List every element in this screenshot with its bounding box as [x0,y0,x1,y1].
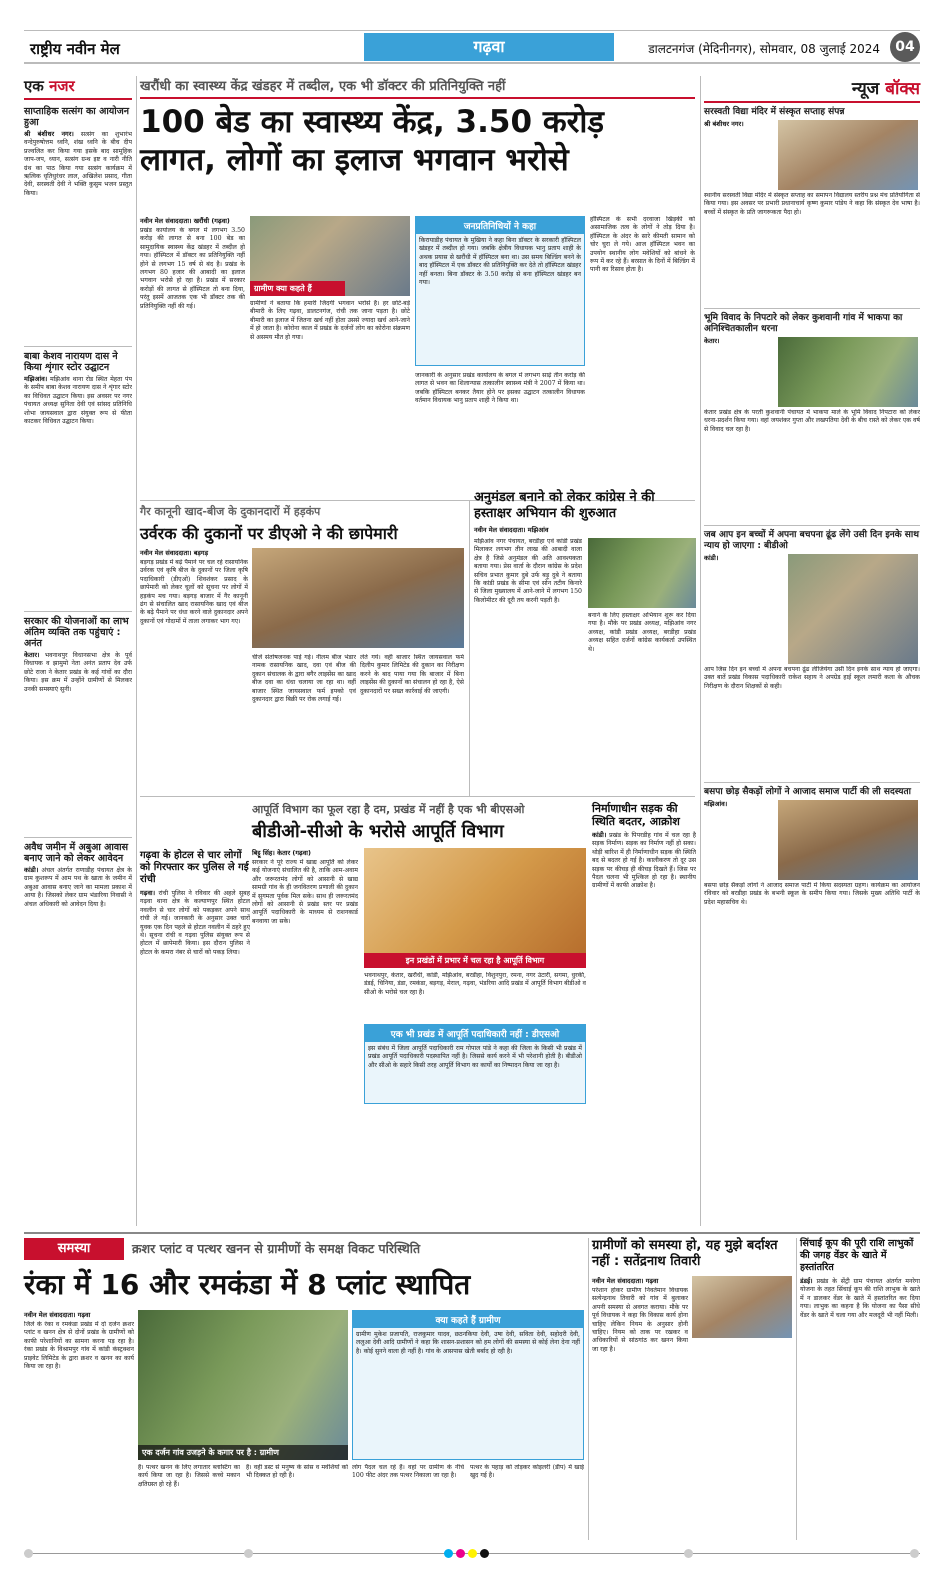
supply-headline: बीडीओ-सीओ के भरोसे आपूर्ति विभाग [252,821,504,842]
raid-photo [252,548,464,648]
hotel-arrest-headline: गढ़वा के होटल से चार लोगों को गिरफ्तार कर पुलिस ले गई रांची [140,850,249,885]
villagers-quote-text: ग्रामीण मुकेश प्रजापति, राजकुमार यादव, छठनकिया देवी, उषा देवी, सविता देवी, सहोदरी देवी, ललुआ देवी आदि ग्रामीणों ने कहा कि शासन-प्रशासन को हम लोगों की समस्या से कोई लेना देना नहीं है। कोई सुनने वाला ही नहीं है। गांव के आसपास खेती बर्बाद हो रही है। [356,1331,580,1355]
issue-date: डालटनगंज (मेदिनीनगर), सोमवार, 08 जुलाई 2024 [648,42,880,56]
registration-dot [468,1549,477,1558]
right-item-body: आप जिस दिन इन बच्चों में अपना बचपना ढूंढ लीजियेगा उसी दिन इनके साथ न्याय हो जाएगा। उक्त बातें प्रखंड विकास पदाधिकारी राकेश सहाय ने अपग्रेड हाई स्कूल लमारी कला के औचक निरीक्षण के दौरान शिक्षकों से कही। [704,666,920,690]
road-story [592,802,696,1232]
party-photo [778,800,918,880]
right-item-head: बसपा छोड़ सैकड़ों लोगों ने आजाद समाज पार्टी की ली सदस्यता [704,787,911,797]
congress-story: अनुमंडल बनाने को लेकर कांग्रेस ने की हस्ताक्षर अभियान की शुरुआत नवीन मेल संवाददाता। मझिआंव मझिआंव नगर पंचायत, बरडीहा एवं कांडी प्रखंड मिलाकर लगभग तीन लाख की आबादी वाला क्षेत्र है जिसे अनुमंडल की अति आवश्यकता बताया गया। प्रेस वार्ता के दौरान कांग्रेस के प्रदेश सचिव प्रभात कुमार दुबे उर्फ बड़ू दुबे ने बताया कि कांडी प्रखंड के सीमा एवं सोन तटीय किनारे से जिला मुख्यालय में आने-जाने में लगभग 150 किलोमीटर की दूरी तय करनी पड़ती है। बनाने के लिए हस्ताक्षर अभियान शुरू कर दिया गया है। मौके पर प्रखंड अध्यक्ष, मझिआंव नगर अध्यक्ष, कांडी प्रखंड अध्यक्ष, बरडीहा प्रखंड अध्यक्ष सहित दर्जनों कांग्रेस कार्यकर्ता उपस्थित थे। [474,490,696,790]
right-item: बसपा छोड़ सैकड़ों लोगों ने आजाद समाज पार्टी की ली सदस्यता मझिआंव। बसपा छोड़ सैकड़ों लोगों ने आजाद समाज पार्टी में किया सदस्यता ग्रहण। कार्यक्रम का आयोजन रविवार को बरडीहा प्रखंड के बभनी स्कूल के समीप किया गया। जिसके मुख्य अतिथि पार्टी के प्रदेश महासचिव थे। [704,782,920,942]
photo-caption: ग्रामीण क्या कहते हैं [250,281,345,296]
left-title-b: नजर [49,77,75,95]
left-item-body: श्री बंशीधर नगर। सत्संग का शुभारंभ वन्देपुरुषोत्तम ध्वनि, शंख ध्वनि के बीच दीप प्रज्वलित कर किया गया इसके बाद सामूहिक जाप-जप, ध्यान, सत्संग ग्रन्थ इष्ट व नारी नीति ग्रंथ का पाठ किया गया सत्संग कार्यक्रम में ऋत्विक धृतिधुरंधर लाल, अखिलेश प्रसाद, गीता देवी, सरस्वती देवी ने भक्ति कुसुम भजन प्रस्तुत किया। [24,130,132,197]
quote-box-head: जनप्रतिनिधियों ने कहा [416,217,584,234]
congress-col1: मझिआंव नगर पंचायत, बरडीहा एवं कांडी प्रखंड मिलाकर लगभग तीन लाख की आबादी वाला क्षेत्र है जिसे अनुमंडल की अति आवश्यकता बताया गया। प्रेस वार्ता के दौरान कांग्रेस के प्रदेश सचिव प्रभात कुमार दुबे उर्फ बड़ू दुबे ने बताया कि कांडी प्रखंड के सीमा एवं सोन तटीय किनारे से जिला मुख्यालय में आने-जाने में लगभग 150 किलोमीटर की दूरी तय करनी पड़ती है। [474,538,582,604]
quarry-photo [138,1310,348,1460]
registration-dot [456,1549,465,1558]
registration-dot [244,1549,253,1558]
tiwari-body: परेशान होकर ग्रामीण निवर्तमान विधायक सत्येन्द्रनाथ तिवारी को गांव में बुलाकर अपनी समस्या से अवगत कराया। मौके पर पूर्व विधायक ने कहा कि विकास कार्य होना चाहिए लेकिन नियम के अनुसार होनी चाहिए। नियम को ताक पर रखकर व अधिकारियों से सांठगांठ कर खनन किया जा रहा है। [592,1287,688,1353]
hospital-photo [250,216,410,296]
top-story-kicker: खरौंधी का स्वास्थ्य केंद्र खंडहर में तब्दील, एक भी डॉक्टर की प्रतिनियुक्ति नहीं [140,79,506,94]
bottom-col1: जिले के रंका व रमकंडा प्रखंड में दो दर्जन क्रशर प्लांट व खनन क्षेत्र से दोनों प्रखंड के ग्रामीणों को काफी परेशानियों का सामना करना पड़ रहा है। रंका प्रखंड के विश्रामपुर गांव में कांडी कंस्ट्रक्शन प्राइवेट लिमिटेड के द्वारा क्रशर व खनन का कार्य किया जा रहा है। [24,1321,134,1371]
top-story [140,76,695,496]
school-photo [778,120,918,190]
congress-col2: बनाने के लिए हस्ताक्षर अभियान शुरू कर दिया गया है। मौके पर प्रखंड अध्यक्ष, मझिआंव नगर अध्यक्ष, कांडी प्रखंड अध्यक्ष, बरडीहा प्रखंड अध्यक्ष सहित दर्जनों कांग्रेस कार्यकर्ता उपस्थित थे। [588,612,696,653]
top-story-headline-1: 100 बेड का स्वास्थ्य केंद्र, 3.50 करोड़ [140,104,604,140]
bottom-col5: पत्थर के पहाड़ को तोड़कर कोइलरी (डीप) में खाई खुद गई है। [470,1464,584,1480]
tiwari-headline: ग्रामीणों को समस्या हो, यह मुझे बर्दाश्त नहीं : सतेंद्रनाथ तिवारी [592,1238,778,1269]
newspaper-logo: राष्ट्रीय नवीन मेल [30,40,120,58]
registration-dot [444,1549,453,1558]
left-item-head: बाबा केशव नारायण दास ने किया शृंगार स्टोर उद्घाटन [24,351,118,373]
bottom-kicker-row [24,1238,584,1268]
fertilizer-story: गैर कानूनी खाद-बीज के दुकानदारों में हड़कंप उर्वरक की दुकानों पर डीएओ ने की छापेमारी नवीन मेल संवाददाता। बड़गड़ बड़गड़ प्रखंड में बढ़े पैमाने पर चल रहे रासायनिक उर्वरक एवं कृषि बीज के दुकानों पर जिला कृषि पदाधिकारी (डीएओ) शिवशंकर प्रसाद के छापेमारी को लेकर चूलों को सूचना पर लोगों में हड़कंप मच गया। बड़गड़ बाजार में गैर कानूनी ढंग से संचालित खाद रासायनिक खाद एवं बीज के बढ़े पैमाने पर धंधा करने वाले दुकानदार अपने दुकानों एवं गोदामों में ताला लगाकर भाग गए। चीजें संतोषजनक पाई गई। नीलम बीज भंडार नामक रासायनिक खाद, दवा एवं बीज की दुकान संचालक के द्वारा बगैर लाइसेंस का खाद बीज दवा का धंधा चलाया जा रहा था। वहीं बाजार स्थित जायसवाल फर्म इफ्को एवं दुकानदार द्वारा बिक्री पर रोक लगाई गई। लेते गये। वहीं बाजार स्थित जायसवाल फर्म दिलीप कुमार लिमिटेड की दुकान का निरीक्षण करने के बाद पाया गया कि बाजार में बिना लाइसेंस की दुकानों का संचालन हो रहा है, ऐसे दुकानदारों पर सख्त कार्रवाई की जाएगी। [140,504,465,794]
hotel-arrest-body: गढ़वा। रांची पुलिस ने रविवार की अहले सुबह गढ़वा थाना क्षेत्र के कल्याणपुर स्थित होटल नवलीन से चार लोगों को पकड़कर अपने साथ रांची ले गई। जानकारी के अनुसार उक्त चारों युवक एक दिन पहले से होटल नवलीन में ठहरे हुए थे। सूचना रांची व गढ़वा पुलिस संयुक्त रूप से होटल में छापेमारी किया। इस दौरान पुलिस ने होटल के कमरा नंबर से चारों को पकड़ लिया। [140,889,250,956]
road-body: कांडी। प्रखंड के पिपरडीह गांव में चल रहा है सड़क निर्माण। सड़क का निर्माण नहीं हो सका। थोड़ी बारिश में ही निर्माणाधीन सड़क की स्थिति बद से बदतर हो गई है। कालीकरण तो दूर उस सड़क पर कीचड़ ही कीचड़ दिखते हैं। जिस पर पैदल चलना भी मुश्किल हो रहा है। स्थानीय ग्रामीणों में काफी आक्रोश है। [592,831,696,890]
supply-story: आपूर्ति विभाग का फूल रहा है दम, प्रखंड में नहीं है एक भी बीएसओ बीडीओ-सीओ के भरोसे आपूर्ति विभाग बिट्टू सिंह। केतार (गढ़वा) सरकार ने पूरे राज्य में खाद्य आपूर्ति को लेकर कई योजनाएं संचालित की है, ताकि आम-अवाम और जरूरतमंद लोगों को आसानी से खाद्य सामग्री गांव के ही जनवितरण प्रणाली की दुकान में सुगमता पूर्वक मिल सके। साथ ही जरूरतमंद लोगों को आसानी से प्रखंड स्तर पर प्रखंड आपूर्ति पदाधिकारी के माध्यम से राशनकार्ड बनवाया जा सके। इन प्रखंडों में प्रभार में चल रहा है आपूर्ति विभाग भवनाथपुर, केतार, खरौंधी, कांडी, मझिआंव, बरडीहा, विशुनपुरा, रमना, नगर उंटारी, सगमा, धुरकी, डंडई, चिनिया, डंडा, रमकंडा, बड़गड़, मेराल, गढ़वा, भंडरिया आदि प्रखंड में आपूर्ति विभाग बीडीओ व सीओ के भरोसे चल रहा है। एक भी प्रखंड में आपूर्ति पदाधिकारी नहीं : डीएसओ इस संबंध में जिला आपूर्ति पदाधिकारी राम गोपाल पांडे ने कहा की जिला के किसी भी प्रखंड में प्रखंड आपूर्ति पदाधिकारी पदस्थापित नहीं है। जिससे कार्य करने में भी परेशानी होती है। बीडीओ और सीओ के सहारे किसी तरह आपूर्ति विभाग का कार्यों का निष्पादन किया जा रहा है। [252,802,587,1232]
top-story-col3: जानकारी के अनुसार प्रखंड कार्यालय के बगल में लगभग साढ़े तीन करोड़ की लागत से भवन का शिलान्यास तत्कालीन स्वास्थ्य मंत्री ने 2007 में किया था। जबकि हॉस्पिटल बनकर तैयार होने पर इसका उद्घाटन तत्कालीन विधायक वर्तमान विधायक भानु प्रताप शाही ने किया था। [415,372,585,405]
fertilizer-headline: उर्वरक की दुकानों पर डीएओ ने की छापेमारी [140,524,398,543]
top-story-col2: ग्रामीणों ने बताया कि हमारी जिंदगी भगवान भरोसे है। हर छोटे-बड़े बीमारी के लिए गढ़वा, डालटनगंज, रांची तक जाना पड़ता है। छोटे बीमारी का इलाज में जितना खर्च नहीं होता उससे ज्यादा खर्च आने-जाने में हो जाता है। कोरोना काल में प्रखंड के दर्जनों लोग का कोरोना संक्रमण से असमय मौत हो गया। [250,300,410,341]
section-title: गढ़वा [364,33,614,61]
bottom-kicker: क्रशर प्लांट व पत्थर खनन से ग्रामीणों के समक्ष विकट परिस्थिति [132,1241,421,1256]
left-item [24,611,132,831]
page-number: 04 [890,32,920,62]
registration-dot [910,1549,919,1558]
supply-col1: सरकार ने पूरे राज्य में खाद्य आपूर्ति को लेकर कई योजनाएं संचालित की है, ताकि आम-अवाम और जरूरतमंद लोगों को आसानी से खाद्य सामग्री गांव के ही जनवितरण प्रणाली की दुकान में सुगमता पूर्वक मिल सके। साथ ही जरूरतमंद लोगों को आसानी से प्रखंड स्तर पर प्रखंड आपूर्ति पदाधिकारी के माध्यम से राशनकार्ड बनवाया जा सके। [252,859,358,925]
tiwari-photo [692,1276,792,1338]
right-item-head: जब आप इन बच्चों में अपना बचपना ढूंढ लेंगे उसी दिन इनके साथ न्याय हो जाएगा : बीडीओ [704,530,919,551]
right-item-body: स्थानीय सरस्वती विद्या मंदिर में संस्कृत सप्ताह का समापन विद्यालय स्तरीय प्रश्न मंच प्रतियोगिता से किया गया। इस अवसर पर प्रभारी प्रधानाचार्य कृष्ण कुमार पांडेय ने कहा कि संस्कृत देव भाषा है। बच्चों में संस्कृत के प्रति जागरूकता पैदा हो। [704,192,920,216]
irrigation-headline: सिंचाई कूप की पूरी राशि लाभुकों की जगह वेंडर के खाते में हस्तांतरित [800,1238,914,1273]
left-column [24,76,132,1216]
registration-dot [684,1549,693,1558]
road-headline: निर्माणाधीन सड़क की स्थिति बदतर, आक्रोश [592,802,680,828]
villagers-quote-box [352,1310,584,1460]
fertilizer-kicker: गैर कानूनी खाद-बीज के दुकानदारों में हड़कंप [140,505,321,518]
dso-box-text: इस संबंध में जिला आपूर्ति पदाधिकारी राम गोपाल पांडे ने कहा की जिला के किसी भी प्रखंड में प्रखंड आपूर्ति पदाधिकारी पदस्थापित नहीं है। जिससे कार्य करने में भी परेशानी होती है। बीडीओ और सीओ के सहारे किसी तरह आपूर्ति विभाग का कार्यों का निष्पादन किया जा रहा है। [368,1045,582,1069]
congress-headline: अनुमंडल बनाने को लेकर कांग्रेस ने की हस्ताक्षर अभियान की शुरुआत [474,490,655,521]
right-item-head: भूमि विवाद के निपटारे को लेकर कुशवानी गांव में भाकपा का अनिश्चितकालीन धरना [704,313,903,334]
bottom-col2: है। पत्थर खनन के लिए लगातार ब्लास्टिंग का कार्य किया जा रहा है। जिससे कच्चे मकान क्षतिग्रस्त हो रहे हैं। [138,1464,240,1488]
registration-bar [24,1548,920,1560]
protest-photo [778,337,918,407]
left-item-body: मझिआंव। मझिआंव थाना रोड स्थित मेहता पंप के समीप बाबा केशव नारायण दास ने शृंगार स्टोर का विधिवत उद्घाटन किया। इस अवसर पर नगर पंचायत अध्यक्ष सुनिता देवी एवं सांसद प्रतिनिधि शोभा जायसवाल द्वारा संयुक्त रूप से फीता काटकर विधिवत उद्घाटन किया। [24,375,132,426]
fertilizer-col1: बड़गड़ प्रखंड में बढ़े पैमाने पर चल रहे रासायनिक उर्वरक एवं कृषि बीज के दुकानों पर जिला कृषि पदाधिकारी (डीएओ) शिवशंकर प्रसाद के छापेमारी को लेकर चूलों को सूचना पर लोगों में हड़कंप मच गया। बड़गड़ बाजार में गैर कानूनी ढंग से संचालित खाद रासायनिक खाद एवं बीज के बढ़े पैमाने पर धंधा करने वाले दुकानदार अपने दुकानों एवं गोदामों में ताला लगाकर भाग गए। [140,559,248,625]
left-item-head: सरकार की योजनाओं का लाभ अंतिम व्यक्ति तक पहुंचाएं : अनंत [24,616,129,649]
right-item-body: केतार प्रखंड क्षेत्र के परती कुशवानी पंचायत में भाकपा माले के भूमि विवाद निपटारा को लेकर धरना-प्रदर्शन किया गया। वहां जयशंकर गुप्ता और लखपतिया देवी के बीच रास्ते को लेकर एक वर्ष से विवाद चल रहा है। [704,409,920,433]
registration-dot [480,1549,489,1558]
right-item-body: बसपा छोड़ सैकड़ों लोगों ने आजाद समाज पार्टी में किया सदस्यता ग्रहण। कार्यक्रम का आयोजन रविवार को बरडीहा प्रखंड के बभनी स्कूल के समीप किया गया। जिसके मुख्य अतिथि पार्टी के प्रदेश महासचिव थे। [704,882,920,906]
bottom-col3: है। वहीं डस्ट से मनुष्य के सांस व मवेशियों को भी दिक्कत हो रही है। [246,1464,348,1480]
left-item [24,346,132,605]
left-item-head: साप्ताहिक सत्संग का आयोजन हुआ [24,106,130,128]
dso-box [364,1024,586,1104]
supply-kicker: आपूर्ति विभाग का फूल रहा है दम, प्रखंड में नहीं है एक भी बीएसओ [252,803,525,816]
top-story-col4: हॉस्पिटल के सभी दरवाजा खिड़की को असामाजिक तत्व के लोगों ने तोड़ दिया है। हॉस्पिटल के अंदर के सारे कीमती सामान को चोर चुरा ले गये। आज हॉस्पिटल भवन का उपयोग स्थानीय लोग मवेशियों को बांधने के रूप में कर रहे हैं। बरसात के दिनों में बिल्डिंग में पानी का रिसाव होता है। [590,216,695,274]
top-story-col1: नवीन मेल संवाददाता। खरौंधी (गढ़वा) प्रखंड कार्यालय के बगल में लगभग 3.50 करोड़ की लागत से बना 100 बेड का सामुदायिक स्वास्थ्य केंद्र खंडहर में तब्दील हो गया। हॉस्पिटल में डॉक्टर का प्रतिनियुक्ति नहीं होने से लगभग 15 वर्ष से बंद है। प्रखंड के लगभग 80 हजार की आबादी का इलाज भगवान भरोसे हो रहा है। प्रखंड में सरकार करोड़ों की लागत से हॉस्पिटल तो बना दिया, परंतु इसमें आजतक एक भी डॉक्टर तक की प्रतिनियुक्ति नहीं की गई। [140,217,245,310]
right-item-head: सरस्वती विद्या मंदिर में संस्कृत सप्ताह संपन्न [704,107,845,117]
right-item: जब आप इन बच्चों में अपना बचपना ढूंढ लेंगे उसी दिन इनके साथ न्याय हो जाएगा : बीडीओ कांडी। आप जिस दिन इन बच्चों में अपना बचपना ढूंढ लीजियेगा उसी दिन इनके साथ न्याय हो जाएगा। उक्त बातें प्रखंड विकास पदाधिकारी राकेश सहाय ने अपग्रेड हाई स्कूल लमारी कला के औचक निरीक्षण के दौरान शिक्षकों से कही। [704,525,920,776]
left-item-head: अवैध जमीन में अबुआ आवास बनाए जाने को लेकर आवेदन [24,842,129,864]
villagers-quote-head: क्या कहते हैं ग्रामीण [353,1311,583,1328]
left-item-body: कांडी। अंचल अंतर्गत राणाडीह पंचायत क्षेत्र के ग्राम कुशरूप में आम पथ के खाता के जमीन में अबुआ आवास बनाए जाने का मामला प्रकाश में आया है। जिसको लेकर ग्राम भंडारिया निवासी ने अंचल अधिकारी को आवेदन दिया है। [24,866,132,908]
supply-col2: भवनाथपुर, केतार, खरौंधी, कांडी, मझिआंव, बरडीहा, विशुनपुरा, रमना, नगर उंटारी, सगमा, धुरकी, डंडई, चिनिया, डंडा, रमकंडा, बड़गड़, मेराल, गढ़वा, भंडरिया आदि प्रखंड में आपूर्ति विभाग बीडीओ व सीओ के भरोसे चल रहा है। [364,972,586,996]
irrigation-story [800,1238,920,1540]
masthead [24,30,920,64]
dso-box-head: एक भी प्रखंड में आपूर्ति पदाधिकारी नहीं : डीएसओ [365,1025,585,1042]
left-column-title [24,76,132,100]
left-title-a: एक [24,77,44,95]
top-story-headline-2: लागत, लोगों का इलाज भगवान भरोसे [140,142,569,178]
right-item: सरस्वती विद्या मंदिर में संस्कृत सप्ताह संपन्न श्री बंशीधर नगर। स्थानीय सरस्वती विद्या मंदिर में संस्कृत सप्ताह का समापन विद्यालय स्तरीय प्रश्न मंच प्रतियोगिता से किया गया। इस अवसर पर प्रभारी प्रधानाचार्य कृष्ण कुमार पांडेय ने कहा कि संस्कृत देव भाषा है। बच्चों में संस्कृत के प्रति जागरूकता पैदा हो। [704,107,920,302]
problem-tag: समस्या [24,1238,124,1260]
irrigation-body: डंडई। प्रखंड के सेंट्री ग्राम पंचायत अंतर्गत मनरेगा योजना के तहत सिंचाई कूप की राशि लाभुक के खाते में न डालकर वेंडर के खाते में हस्तांतरित कर दिया गया। लाभुक का कहना है कि योजना का पैसा सीधे वेंडर के खाते में चला गया और मजदूरी भी नहीं मिली। [800,1277,920,1319]
right-item: भूमि विवाद के निपटारे को लेकर कुशवानी गांव में भाकपा का अनिश्चितकालीन धरना केतार। केतार प्रखंड क्षेत्र के परती कुशवानी पंचायत में भाकपा माले के भूमि विवाद निपटारा को लेकर धरना-प्रदर्शन किया गया। वहां जयशंकर गुप्ता और लखपतिया देवी के बीच रास्ते को लेकर एक वर्ष से विवाद चल रहा है। [704,308,920,519]
hotel-arrest-story [140,850,250,1230]
left-item [24,837,132,1096]
tiwari-story: ग्रामीणों को समस्या हो, यह मुझे बर्दाश्त नहीं : सतेंद्रनाथ तिवारी नवीन मेल संवाददाता। गढ़वा परेशान होकर ग्रामीण निवर्तमान विधायक सत्येन्द्रनाथ तिवारी को गांव में बुलाकर अपनी समस्या से अवगत कराया। मौके पर पूर्व विधायक ने कहा कि विकास कार्य होना चाहिए लेकिन नियम के अनुसार होनी चाहिए। नियम को ताक पर रखकर व अधिकारियों से सांठगांठ कर खनन किया जा रहा है। [592,1238,792,1540]
grain-photo [364,848,586,968]
fertilizer-col3: लेते गये। वहीं बाजार स्थित जायसवाल फर्म दिलीप कुमार लिमिटेड की दुकान का निरीक्षण करने के बाद पाया गया कि बाजार में बिना लाइसेंस की दुकानों का संचालन हो रहा है, ऐसे दुकानदारों पर सख्त कार्रवाई की जाएगी। [360,654,464,695]
left-item-body: केतार। भवनाथपुर विधानसभा क्षेत्र के पूर्व विधायक व झामुमो नेता अनंत प्रताप देव उर्फ छोटे राजा ने केतार प्रखंड के कई गांवों का दौरा किया। इस क्रम में उन्होंने ग्रामीणों से मिलकर उनकी समस्याएं सुनी। [24,651,132,693]
congress-photo [588,538,696,608]
quarry-photo-caption: एक दर्जन गांव उजड़ने के कगार पर है : ग्रामीण [138,1445,348,1460]
fertilizer-col2: चीजें संतोषजनक पाई गई। नीलम बीज भंडार नामक रासायनिक खाद, दवा एवं बीज की दुकान संचालक के द्वारा बगैर लाइसेंस का खाद बीज दवा का धंधा चलाया जा रहा था। वहीं बाजार स्थित जायसवाल फर्म इफ्को एवं दुकानदार द्वारा बिक्री पर रोक लगाई गई। [252,654,356,704]
right-column [704,76,920,1226]
bdo-photo [788,554,918,664]
quote-box-text: किरायाडीह पंचायत के मुखिया ने कहा बिना डॉक्टर के सरकारी हॉस्पिटल खंडहर में तब्दील हो गया। जबकि क्षेत्रीय विधायक भानु प्रताप शाही के अथक प्रयास से खरौंधी में हॉस्पिटल बना था। उस समय बिल्डिंग बनने के बाद हॉस्पिटल में एक डॉक्टर की प्रतिनियुक्ति कर देते तो हॉस्पिटल खंडहर नहीं बनता। बिना डॉक्टर के 3.50 करोड़ से बना हॉस्पिटल खंडहर बन गया। [419,237,581,287]
news-box-brand: न्यूज बॉक्स [851,79,920,99]
registration-dot [24,1549,33,1558]
grain-photo-caption: इन प्रखंडों में प्रभार में चल रहा है आपूर्ति विभाग [364,953,586,968]
bottom-headline: रंका में 16 और रमकंडा में 8 प्लांट स्थापित [24,1268,471,1301]
left-item [24,106,132,340]
bottom-col4: लोग पैदल चल रहे हैं। वहां पर ग्रामीण के नीचे 100 फीट अंदर तक पत्थर निकाला जा रहा है। [352,1464,464,1480]
representatives-quote-box [415,216,585,366]
